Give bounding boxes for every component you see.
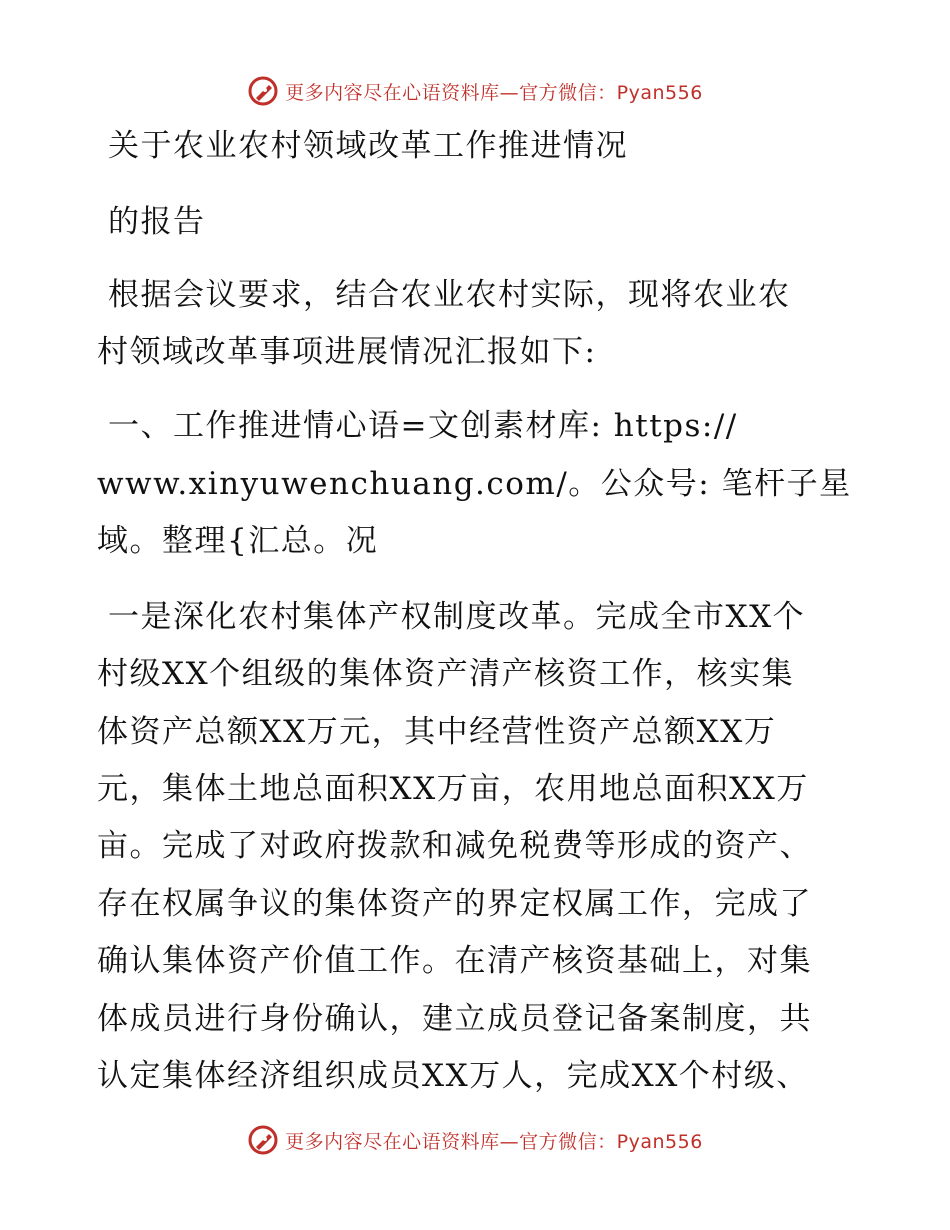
document-title: 关于农业农村领域改革工作推进情况 — [108, 128, 628, 164]
banner-text: 更多内容尽在心语资料库—官方微信：Pyan556 — [285, 81, 703, 104]
intro-paragraph-line: 村领域改革事项进展情况汇报如下: — [97, 334, 597, 370]
document-title-continued: 的报告 — [108, 204, 206, 240]
body-paragraph-line: 认定集体经济组织成员XX万人，完成XX个村级、 — [97, 1058, 809, 1094]
footer-banner — [0, 1120, 950, 1160]
section-heading-line: www.xinyuwenchuang.com/。公众号: 笔杆子星 — [97, 466, 852, 502]
body-paragraph-line: 村级XX个组级的集体资产清产核资工作，核实集 — [97, 656, 795, 692]
pen-nib-logo-icon — [247, 1124, 279, 1156]
body-paragraph-line: 存在权属争议的集体资产的界定权属工作，完成了 — [97, 886, 812, 922]
pen-nib-logo-icon — [247, 75, 279, 107]
banner-text: 更多内容尽在心语资料库—官方微信：Pyan556 — [285, 1130, 703, 1153]
body-paragraph-line: 亩。完成了对政府拨款和减免税费等形成的资产、 — [97, 828, 812, 864]
intro-paragraph-line: 根据会议要求，结合农业农村实际，现将农业农 — [108, 277, 791, 313]
body-paragraph-line: 体资产总额XX万元，其中经营性资产总额XX万 — [97, 714, 777, 750]
body-paragraph-line: 体成员进行身份确认，建立成员登记备案制度，共 — [97, 1001, 812, 1037]
header-banner — [0, 71, 950, 111]
section-heading-line: 一、工作推进情心语=文创素材库: https:// — [108, 408, 738, 444]
body-paragraph-line: 确认集体资产价值工作。在清产核资基础上，对集 — [97, 943, 812, 979]
body-paragraph-line: 元，集体土地总面积XX万亩，农用地总面积XX万 — [97, 771, 809, 807]
body-paragraph-line: 一是深化农村集体产权制度改革。完成全市XX个 — [108, 599, 806, 635]
section-heading-line: 域。整理{汇总。况 — [97, 523, 379, 559]
